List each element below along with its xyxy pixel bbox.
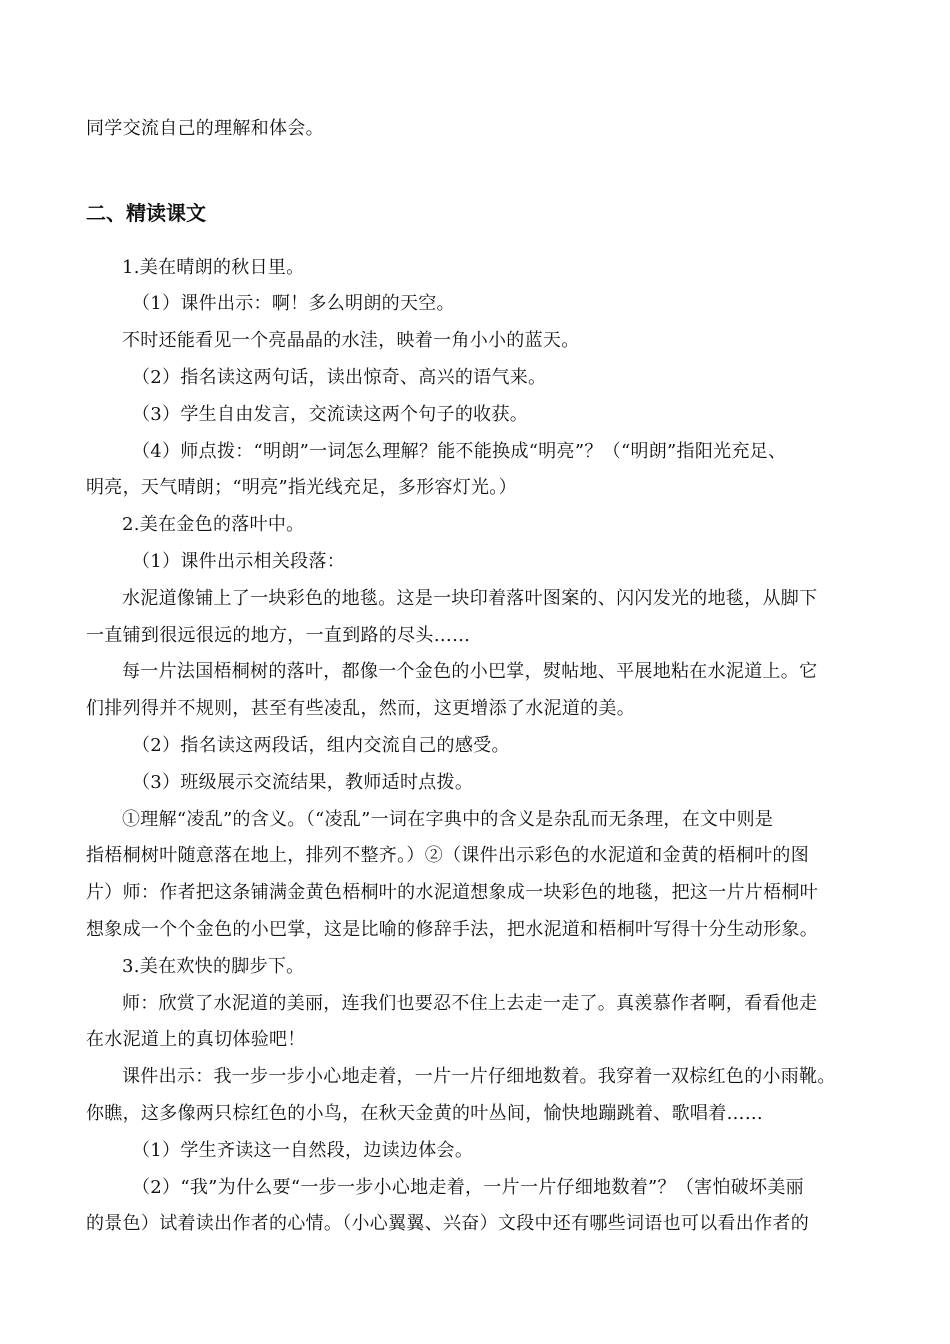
text-line: 指梧桐树叶随意落在地上，排列不整齐。）②（课件出示彩色的水泥道和金黄的梧桐叶的图 bbox=[86, 845, 809, 866]
text-line: 师：欣赏了水泥道的美丽，连我们也要忍不住上去走一走了。真羡慕作者啊，看看他走 bbox=[122, 993, 818, 1014]
text-line: 片）师：作者把这条铺满金黄色梧桐叶的水泥道想象成一块彩色的地毯，把这一片片梧桐叶 bbox=[86, 882, 818, 903]
text-line: （3）学生自由发言，交流读这两个句子的收获。 bbox=[132, 404, 529, 425]
text-line: 想象成一个个金色的小巴掌，这是比喻的修辞手法，把水泥道和梧桐叶写得十分生动形象。 bbox=[86, 919, 818, 940]
text-line: （3）班级展示交流结果，教师适时点拨。 bbox=[132, 772, 474, 793]
text-line: 明亮，天气晴朗；“明亮”指光线充足，多形容灯光。） bbox=[86, 477, 517, 498]
text-line: 的景色）试着读出作者的心情。（小心翼翼、兴奋）文段中还有哪些词语也可以看出作者的 bbox=[86, 1213, 809, 1234]
text-line: 3.美在欢快的脚步下。 bbox=[122, 956, 305, 977]
section-heading: 二、精读课文 bbox=[86, 201, 206, 225]
text-line: 们排列得并不规则，甚至有些凌乱，然而，这更增添了水泥道的美。 bbox=[86, 698, 635, 719]
text-line: 水泥道像铺上了一块彩色的地毯。这是一块印着落叶图案的、闪闪发光的地毯，从脚下 bbox=[122, 588, 818, 609]
text-line: 一直铺到很远很远的地方，一直到路的尽头…… bbox=[86, 625, 471, 646]
text-line: （2）“我”为什么要“一步一步小心地走着，一片一片仔细地数着”？（害怕破坏美丽 bbox=[132, 1177, 804, 1198]
text-line: （1）课件出示：啊！多么明朗的天空。 bbox=[132, 293, 455, 314]
text-line: 同学交流自己的理解和体会。 bbox=[86, 118, 324, 139]
text-line: ①理解“凌乱”的含义。（“凌乱”一词在字典中的含义是杂乱而无条理，在文中则是 bbox=[122, 809, 774, 830]
text-line: （1）学生齐读这一自然段，边读边体会。 bbox=[132, 1140, 474, 1161]
text-line: 每一片法国梧桐树的落叶，都像一个金色的小巴掌，熨帖地、平展地粘在水泥道上。它 bbox=[122, 661, 818, 682]
text-line: （2）指名读这两句话，读出惊奇、高兴的语气来。 bbox=[132, 367, 547, 388]
text-line: 1.美在晴朗的秋日里。 bbox=[122, 257, 305, 278]
text-line: （2）指名读这两段话，组内交流自己的感受。 bbox=[132, 735, 510, 756]
text-line: 课件出示：我一步一步小心地走着，一片一片仔细地数着。我穿着一双棕红色的小雨靴。 bbox=[122, 1066, 836, 1087]
text-line: 不时还能看见一个亮晶晶的水洼，映着一角小小的蓝天。 bbox=[122, 330, 580, 351]
text-line: 在水泥道上的真切体验吧！ bbox=[86, 1029, 306, 1050]
text-line: （4）师点拨：“明朗”一词怎么理解？能不能换成“明亮”？（“明朗”指阳光充足、 bbox=[132, 441, 787, 462]
text-line: 2.美在金色的落叶中。 bbox=[122, 514, 305, 535]
text-line: （1）课件出示相关段落： bbox=[132, 551, 346, 572]
text-line: 你瞧，这多像两只棕红色的小鸟，在秋天金黄的叶丛间，愉快地蹦跳着、歌唱着…… bbox=[86, 1103, 764, 1124]
